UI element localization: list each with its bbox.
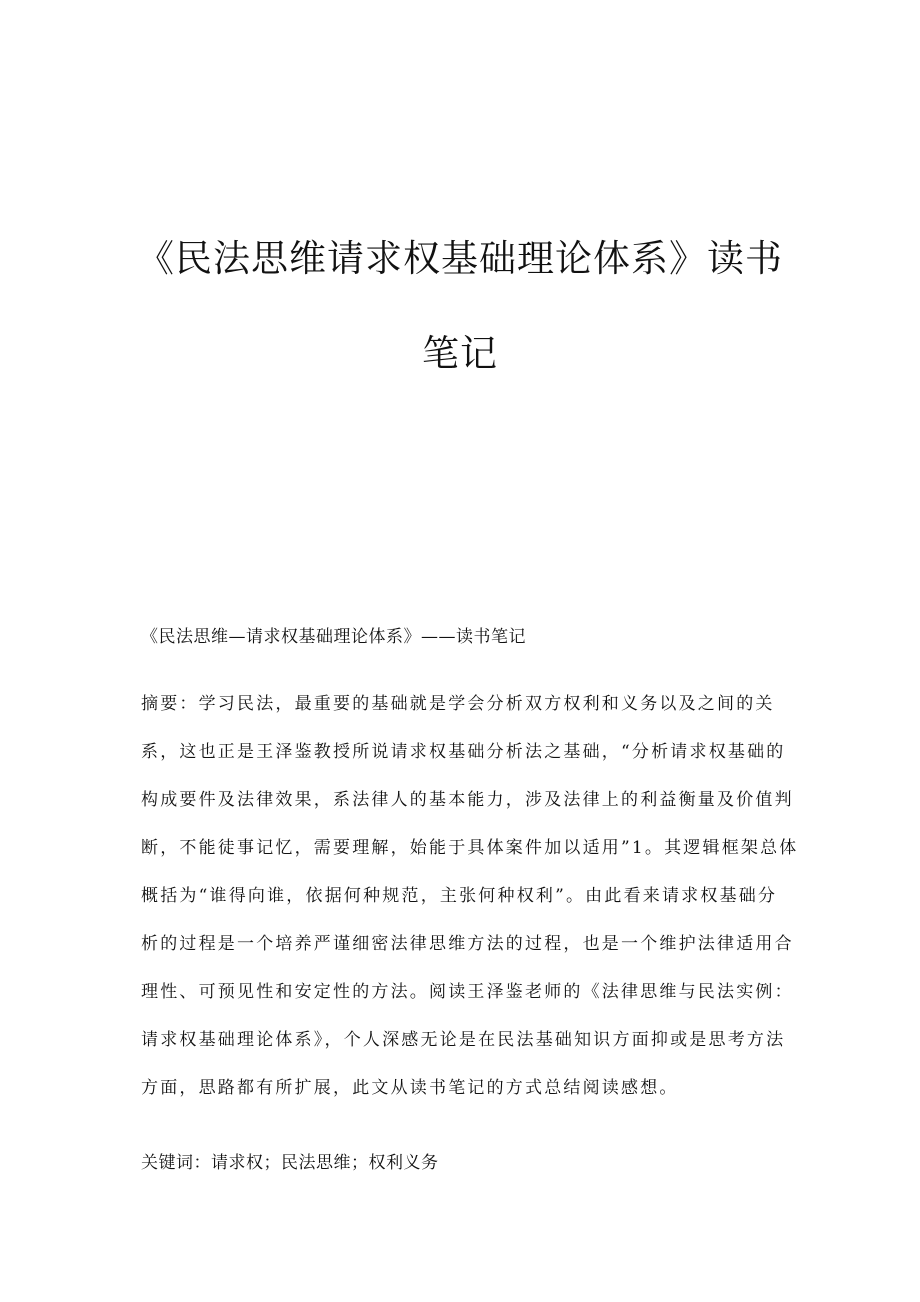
abstract-line: 断，不能徒事记忆，需要理解，始能于具体案件加以适用”1。其逻辑框架总体 bbox=[141, 838, 799, 858]
abstract-line: 请求权基础理论体系》，个人深感无论是在民法基础知识方面抑或是思考方法 bbox=[141, 1030, 786, 1050]
abstract-line: 方面，思路都有所扩展，此文从读书笔记的方式总结阅读感想。 bbox=[141, 1078, 679, 1098]
abstract-line: 构成要件及法律效果，系法律人的基本能力，涉及法律上的利益衡量及价值判 bbox=[141, 790, 794, 810]
abstract-line: 摘要：学习民法，最重要的基础就是学会分析双方权利和义务以及之间的关 bbox=[141, 694, 775, 714]
abstract-line: 析的过程是一个培养严谨细密法律思维方法的过程，也是一个维护法律适用合 bbox=[141, 934, 794, 954]
document-title-line-1: 《民法思维请求权基础理论体系》读书 bbox=[137, 237, 783, 280]
abstract-paragraph bbox=[141, 690, 799, 1122]
document-title-line-2: 笔记 bbox=[422, 332, 498, 375]
abstract-line: 理性、可预见性和安定性的方法。阅读王泽鉴老师的《法律思维与民法实例： bbox=[141, 982, 794, 1002]
keywords-line: 关键词：请求权；民法思维；权利义务 bbox=[141, 1153, 439, 1173]
abstract-line: 系，这也正是王泽鉴教授所说请求权基础分析法之基础，“分析请求权基础的 bbox=[141, 742, 786, 762]
sub-heading: 《民法思维—请求权基础理论体系》——读书笔记 bbox=[141, 627, 526, 647]
abstract-line: 概括为“谁得向谁，依据何种规范，主张何种权利”。由此看来请求权基础分 bbox=[141, 886, 778, 906]
